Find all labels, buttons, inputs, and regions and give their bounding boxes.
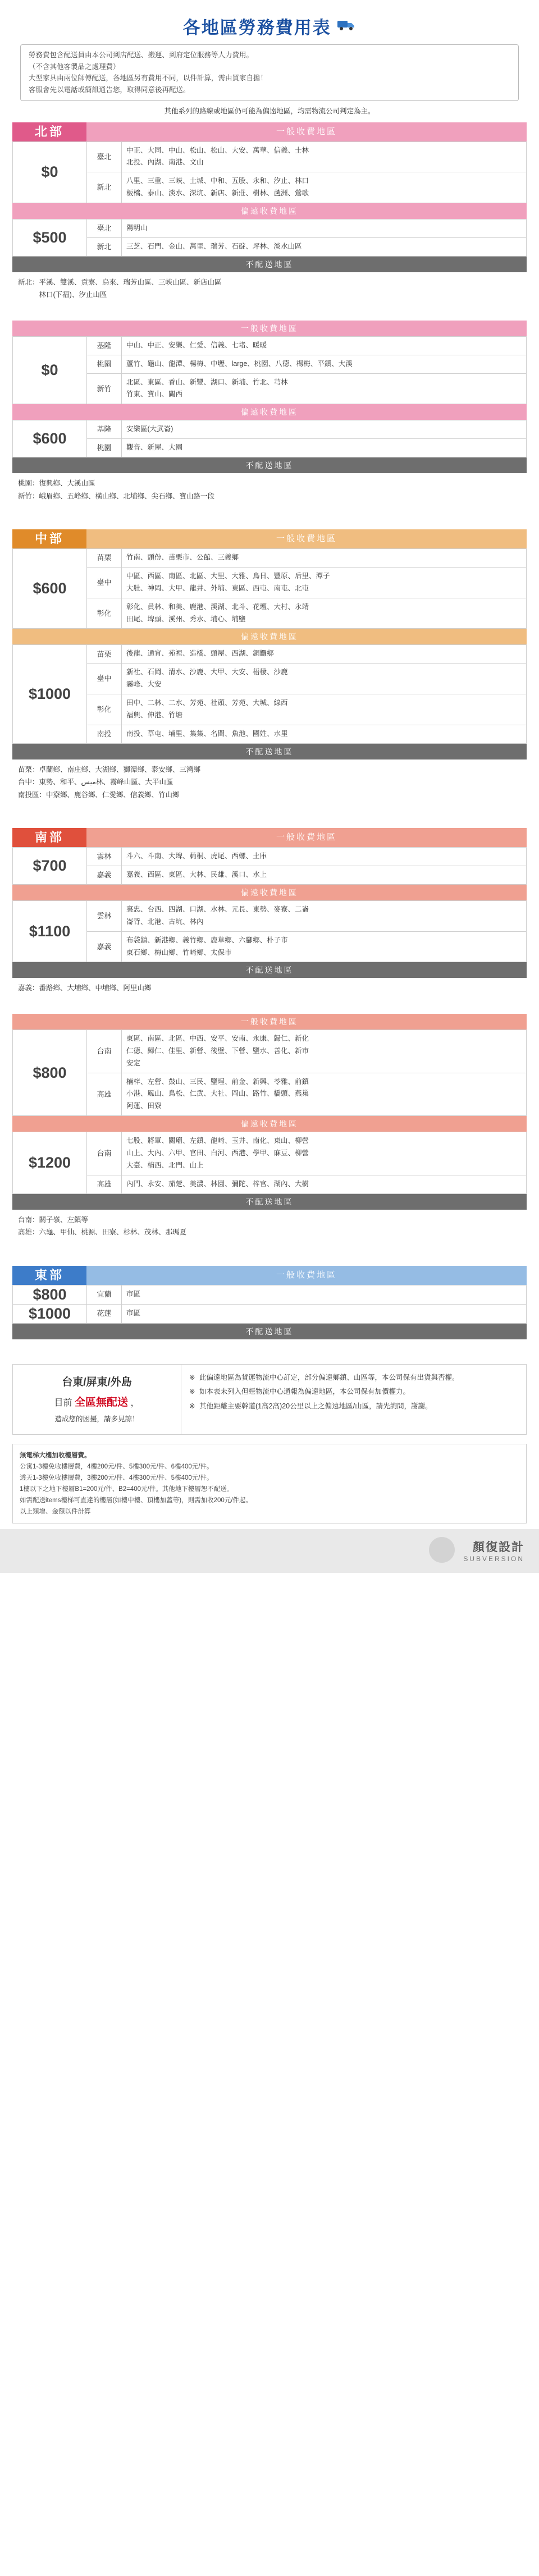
legal-notes xyxy=(12,1444,527,1524)
table-row xyxy=(13,664,527,694)
region-remote-label: 偏遠收費地區 xyxy=(12,885,527,900)
nodeliver-note: 苗栗：卓蘭鄉、南庄鄉、大湖鄉、獅潭鄉、泰安鄉、三灣鄉 台中：東勢、和平、ميس林、霧峰山區、大平山區 南投區：中寮鄉、鹿谷鄉、仁愛鄉、信義鄉、竹山鄉 xyxy=(18,765,201,799)
legal-line: 1樓以下之地下樓層B1=200元/件、B2=400元/件。其他地下樓層恕不配送。 xyxy=(20,1485,234,1493)
fee-price: $600 xyxy=(13,420,87,457)
fee-table xyxy=(12,1132,527,1194)
region-normal-label: 一般收費地區 xyxy=(86,1266,527,1285)
fee-price: $1100 xyxy=(13,900,87,962)
regions-container xyxy=(12,122,527,1356)
region-spacer xyxy=(12,808,527,825)
bottom-note-item xyxy=(189,1400,518,1413)
city-name: 基隆 xyxy=(87,336,122,355)
table-row xyxy=(13,645,527,664)
area-list: 陽明山 xyxy=(122,219,527,238)
bottom-note-list xyxy=(181,1365,526,1434)
fee-table xyxy=(12,420,527,457)
city-name: 臺中 xyxy=(87,664,122,694)
table-row xyxy=(13,172,527,203)
city-name: 彰化 xyxy=(87,598,122,629)
region-remote-label: 偏遠收費地區 xyxy=(12,404,527,420)
region-section xyxy=(12,1266,527,1356)
region-remote-label: 偏遠收費地區 xyxy=(12,1116,527,1132)
region-name: 南部 xyxy=(12,828,86,847)
region-name: 北部 xyxy=(12,122,86,141)
city-name: 花蓮 xyxy=(87,1304,122,1323)
notice-line-1: 勞務費包含配送員由本公司到店配送、搬運、到府定位服務等人力費用。 xyxy=(29,51,254,59)
asterisk-icon: ※ xyxy=(189,1402,195,1411)
page-title: 各地區勞務費用表 xyxy=(182,18,331,38)
region-header xyxy=(12,828,527,847)
area-list: 楠梓、左營、鼓山、三民、鹽埕、前金、新興、苓雅、前鎮 小港、鳳山、鳥松、仁武、大社、岡山、路竹、橋頭、燕巢 阿蓮、田寮 xyxy=(122,1073,527,1116)
table-row xyxy=(13,219,527,238)
area-list: 後龍、通宵、苑裡、造橋、頭屋、西湖、銅鑼鄉 xyxy=(122,645,527,664)
city-name: 彰化 xyxy=(87,694,122,725)
city-name: 南投 xyxy=(87,725,122,743)
fee-table xyxy=(12,1285,527,1324)
legal-line: 公寓1-3樓免收樓層費，4樓200元/件、5樓300元/件、6樓400元/件。 xyxy=(20,1463,213,1470)
city-name: 宜蘭 xyxy=(87,1285,122,1304)
fee-price: $700 xyxy=(13,848,87,885)
page-header xyxy=(12,6,527,42)
area-list: 布袋鎮、新港鄉、義竹鄉、鹿草鄉、六腳鄉、朴子市 東石鄉、梅山鄉、竹崎鄉、太保市 xyxy=(122,931,527,962)
asterisk-icon: ※ xyxy=(189,1373,195,1381)
bottom-note-text: 如本表未列入但經物流中心通報為偏遠地區，本公司保有加價權力。 xyxy=(199,1388,410,1396)
fee-price: $1000 xyxy=(13,1304,87,1323)
region-name: 中部 xyxy=(12,529,86,548)
city-name: 台南 xyxy=(87,1030,122,1073)
fee-table xyxy=(12,219,527,257)
fee-table xyxy=(12,900,527,963)
region-spacer xyxy=(12,509,527,526)
city-name: 新竹 xyxy=(87,373,122,404)
table-row xyxy=(13,866,527,885)
region-normal-label: 一般收費地區 xyxy=(12,321,527,336)
area-list: 東區、南區、北區、中西、安平、安南、永康、歸仁、新化 仁德、歸仁、佳里、新營、後壁、下營、鹽水、善化、新市 安定 xyxy=(122,1030,527,1073)
city-name: 台南 xyxy=(87,1132,122,1175)
no-service-line3: 造成您的困擾，請多見諒！ xyxy=(54,1415,139,1423)
region-nodeliver-label: 不配送地區 xyxy=(12,1324,527,1339)
legal-title: 無電梯大樓加收樓層費。 xyxy=(20,1452,91,1459)
notice-line-4: 客服會先以電話或簡訊通告您，取得同意後再配送。 xyxy=(29,85,190,94)
region-nodeliver-label: 不配送地區 xyxy=(12,962,527,978)
table-row xyxy=(13,848,527,866)
notice-box xyxy=(20,44,519,101)
city-name: 高雄 xyxy=(87,1175,122,1193)
region-remote-label: 偏遠收費地區 xyxy=(12,203,527,219)
brand-logo-icon xyxy=(429,1537,455,1563)
table-row xyxy=(13,141,527,172)
table-row xyxy=(13,336,527,355)
city-name: 高雄 xyxy=(87,1073,122,1116)
city-name: 桃園 xyxy=(87,355,122,373)
table-row xyxy=(13,1304,527,1323)
sub-note: 其他系列的路線或地區仍可能為偏遠地區，均需物流公司判定為主。 xyxy=(164,107,375,115)
region-header xyxy=(12,122,527,141)
bottom-note-text: 此偏遠地區為貨運物流中心訂定，部分偏遠鄉鎮、山區等，本公司保有出貨與否權。 xyxy=(199,1373,459,1381)
city-name: 嘉義 xyxy=(87,931,122,962)
table-row xyxy=(13,598,527,629)
nodeliver-note: 台南：關子嶺、左鎮等 高雄：六龜、甲仙、桃源、田寮、杉林、茂林、那瑪夏 xyxy=(18,1215,187,1237)
region-nodeliver-label: 不配送地區 xyxy=(12,457,527,473)
no-service-free: 全區無配送 xyxy=(74,1396,128,1408)
no-service-prefix: 目前 xyxy=(54,1398,72,1408)
area-list: 田中、二林、二水、芳苑、社頭、芳苑、大城、線西 福興、伸港、竹塘 xyxy=(122,694,527,725)
fee-price: $1200 xyxy=(13,1132,87,1194)
area-list: 中區、西區、南區、北區、大里、大雅、烏日、豐原、后里、潭子 大肚、神岡、大甲、龍井、外埔、東區、西屯、南屯、北屯 xyxy=(122,567,527,598)
area-list: 北區、東區、香山、新豐、湖口、新埔、竹北、芎林 竹東、寶山、關西 xyxy=(122,373,527,404)
bottom-notes xyxy=(12,1364,527,1435)
region-header xyxy=(12,1266,527,1285)
table-row xyxy=(13,900,527,931)
area-list: 嘉義、西區、東區、大林、民雄、溪口、水上 xyxy=(122,866,527,885)
area-list: 三芝、石門、金山、萬里、瑞芳、石碇、坪林、淡水山區 xyxy=(122,237,527,256)
region-nodeliver-label: 不配送地區 xyxy=(12,257,527,272)
area-list: 安樂區(大武崙) xyxy=(122,420,527,439)
table-row xyxy=(13,355,527,373)
area-list: 中山、中正、安樂、仁愛、信義、七堵、暖暖 xyxy=(122,336,527,355)
area-list: 斗六、斗南、大埤、莿桐、虎尾、西螺、土庫 xyxy=(122,848,527,866)
area-list: 觀音、新屋、大園 xyxy=(122,439,527,457)
city-name: 基隆 xyxy=(87,420,122,439)
table-row xyxy=(13,439,527,457)
table-row xyxy=(13,1285,527,1304)
area-list: 彰化、員林、和美、鹿港、溪湖、北斗、花壇、大村、永靖 田尾、埤頭、溪州、秀水、埔心、埔鹽 xyxy=(122,598,527,629)
no-service-title: 台東/屏東/外島 xyxy=(62,1376,132,1388)
nodeliver-note: 新北：平溪、雙溪、貢寮、烏來、瑞芳山區、三峽山區、新店山區 林口(下福)、汐止山區 xyxy=(18,278,222,299)
area-list: 中正、大同、中山、松山、松山、大安、萬華、信義、士林 北投、內湖、南港、文山 xyxy=(122,141,527,172)
fee-table xyxy=(12,336,527,405)
city-name: 雲林 xyxy=(87,900,122,931)
city-name: 桃園 xyxy=(87,439,122,457)
region-normal-label: 一般收費地區 xyxy=(86,828,527,847)
legal-line: 以上類增、金額以件計算 xyxy=(20,1508,91,1516)
notice-line-3-text: 大型家具由兩位師傅配送，各地區另有費用不同，以件計算，需由買家自擔！ xyxy=(29,74,268,83)
nodeliver-note: 桃園：復興鄉、大溪山區 新竹：峨眉鄉、五峰鄉、橫山鄉、北埔鄉、尖石鄉、寶山路一段 xyxy=(18,479,215,500)
table-row xyxy=(13,237,527,256)
table-row xyxy=(13,725,527,743)
area-list: 內門、永安、茄萣、美濃、林園、彌陀、梓官、湖內、大樹 xyxy=(122,1175,527,1193)
fee-price: $800 xyxy=(13,1030,87,1115)
area-list: 市區 xyxy=(122,1304,527,1323)
region-section xyxy=(12,828,527,1262)
notice-line-3 xyxy=(29,72,510,84)
table-row xyxy=(13,1175,527,1193)
area-list: 裏忠、台西、四湖、口湖、水林、元長、東勢、麥寮、二崙 崙背、北港、古坑、林內 xyxy=(122,900,527,931)
city-name: 臺中 xyxy=(87,567,122,598)
city-name: 雲林 xyxy=(87,848,122,866)
fee-price: $0 xyxy=(13,336,87,404)
city-name: 臺北 xyxy=(87,141,122,172)
fee-price: $600 xyxy=(13,549,87,629)
region-normal-label: 一般收費地區 xyxy=(86,122,527,141)
city-name: 苗栗 xyxy=(87,549,122,568)
region-nodeliver-label: 不配送地區 xyxy=(12,744,527,759)
region-normal-label: 一般收費地區 xyxy=(86,529,527,548)
table-row xyxy=(13,549,527,568)
area-list: 蘆竹、龜山、龍潭、楊梅、中壢、large、桃園、八德、楊梅、平鎮、大溪 xyxy=(122,355,527,373)
region-normal-label: 一般收費地區 xyxy=(12,1014,527,1030)
table-row xyxy=(13,694,527,725)
brand-name-cn: 顏復設計 xyxy=(473,1541,524,1554)
table-row xyxy=(13,1132,527,1175)
fee-table xyxy=(12,644,527,743)
truck-icon xyxy=(337,18,356,34)
group-spacer xyxy=(12,308,527,321)
bottom-note-item xyxy=(189,1371,518,1385)
table-row xyxy=(13,420,527,439)
bottom-note-item xyxy=(189,1385,518,1399)
area-list: 南投、草屯、埔里、集集、名間、魚池、國姓、水里 xyxy=(122,725,527,743)
region-section xyxy=(12,529,527,825)
no-service-suffix: ， xyxy=(130,1398,140,1408)
area-list: 七股、將軍、關廟、左鎮、龍崎、玉井、南化、東山、柳營 山上、大內、六甲、官田、白河、西港、學甲、麻豆、柳營 大臺、楠西、北門、山上 xyxy=(122,1132,527,1175)
no-service-line2 xyxy=(19,1393,175,1413)
region-section xyxy=(12,122,527,527)
fee-table xyxy=(12,1030,527,1116)
region-remote-label: 偏遠收費地區 xyxy=(12,629,527,644)
bottom-note-text: 其他距離主要幹道(1高2高)20公里以上之偏遠地區/山區，請先詢問，謝謝。 xyxy=(199,1402,432,1411)
region-name: 東部 xyxy=(12,1266,86,1285)
area-list: 新社、石岡、清水、沙鹿、大甲、大安、梧棲、沙鹿 霧峰、大安 xyxy=(122,664,527,694)
fee-table xyxy=(12,141,527,204)
city-name: 嘉義 xyxy=(87,866,122,885)
asterisk-icon: ※ xyxy=(189,1388,195,1396)
region-nodeliver-label: 不配送地區 xyxy=(12,1194,527,1210)
no-service-areas xyxy=(13,1365,181,1434)
table-row xyxy=(13,1030,527,1073)
area-list: 市區 xyxy=(122,1285,527,1304)
brand-name xyxy=(463,1538,524,1563)
table-row xyxy=(13,931,527,962)
brand-name-en: SUBVERSION xyxy=(463,1555,524,1563)
page-footer xyxy=(0,1529,539,1573)
fee-price: $1000 xyxy=(13,645,87,743)
city-name: 新北 xyxy=(87,237,122,256)
city-name: 臺北 xyxy=(87,219,122,238)
area-list: 竹南、頭份、苗栗市、公館、三義鄉 xyxy=(122,549,527,568)
nodeliver-note: 嘉義：番路鄉、大埔鄉、中埔鄉、阿里山鄉 xyxy=(18,984,152,992)
table-row xyxy=(13,373,527,404)
table-row xyxy=(13,1073,527,1116)
fee-table xyxy=(12,847,527,885)
table-row xyxy=(13,567,527,598)
fee-table xyxy=(12,548,527,629)
region-spacer xyxy=(12,1246,527,1262)
fee-price: $0 xyxy=(13,141,87,203)
legal-line: 透天1-3樓免收樓層費，3樓200元/件、4樓300元/件、5樓400元/件。 xyxy=(20,1474,213,1481)
legal-line: 如需配送items樓梯可直達的樓層(如樓中樓、頂樓加蓋等)，則需加收200元/件起。 xyxy=(20,1497,253,1504)
group-spacer xyxy=(12,1001,527,1014)
fee-price: $500 xyxy=(13,219,87,257)
city-name: 新北 xyxy=(87,172,122,203)
region-header xyxy=(12,529,527,548)
city-name: 苗栗 xyxy=(87,645,122,664)
area-list: 八里、三重、三峽、土城、中和、五股、永和、汐止、林口 板橋、泰山、淡水、深坑、新店、新莊、樹林、蘆洲、鶯歌 xyxy=(122,172,527,203)
region-spacer xyxy=(12,1339,527,1356)
notice-line-2: （不含其他客製品之處理費） xyxy=(29,62,120,71)
fee-price: $800 xyxy=(13,1285,87,1304)
